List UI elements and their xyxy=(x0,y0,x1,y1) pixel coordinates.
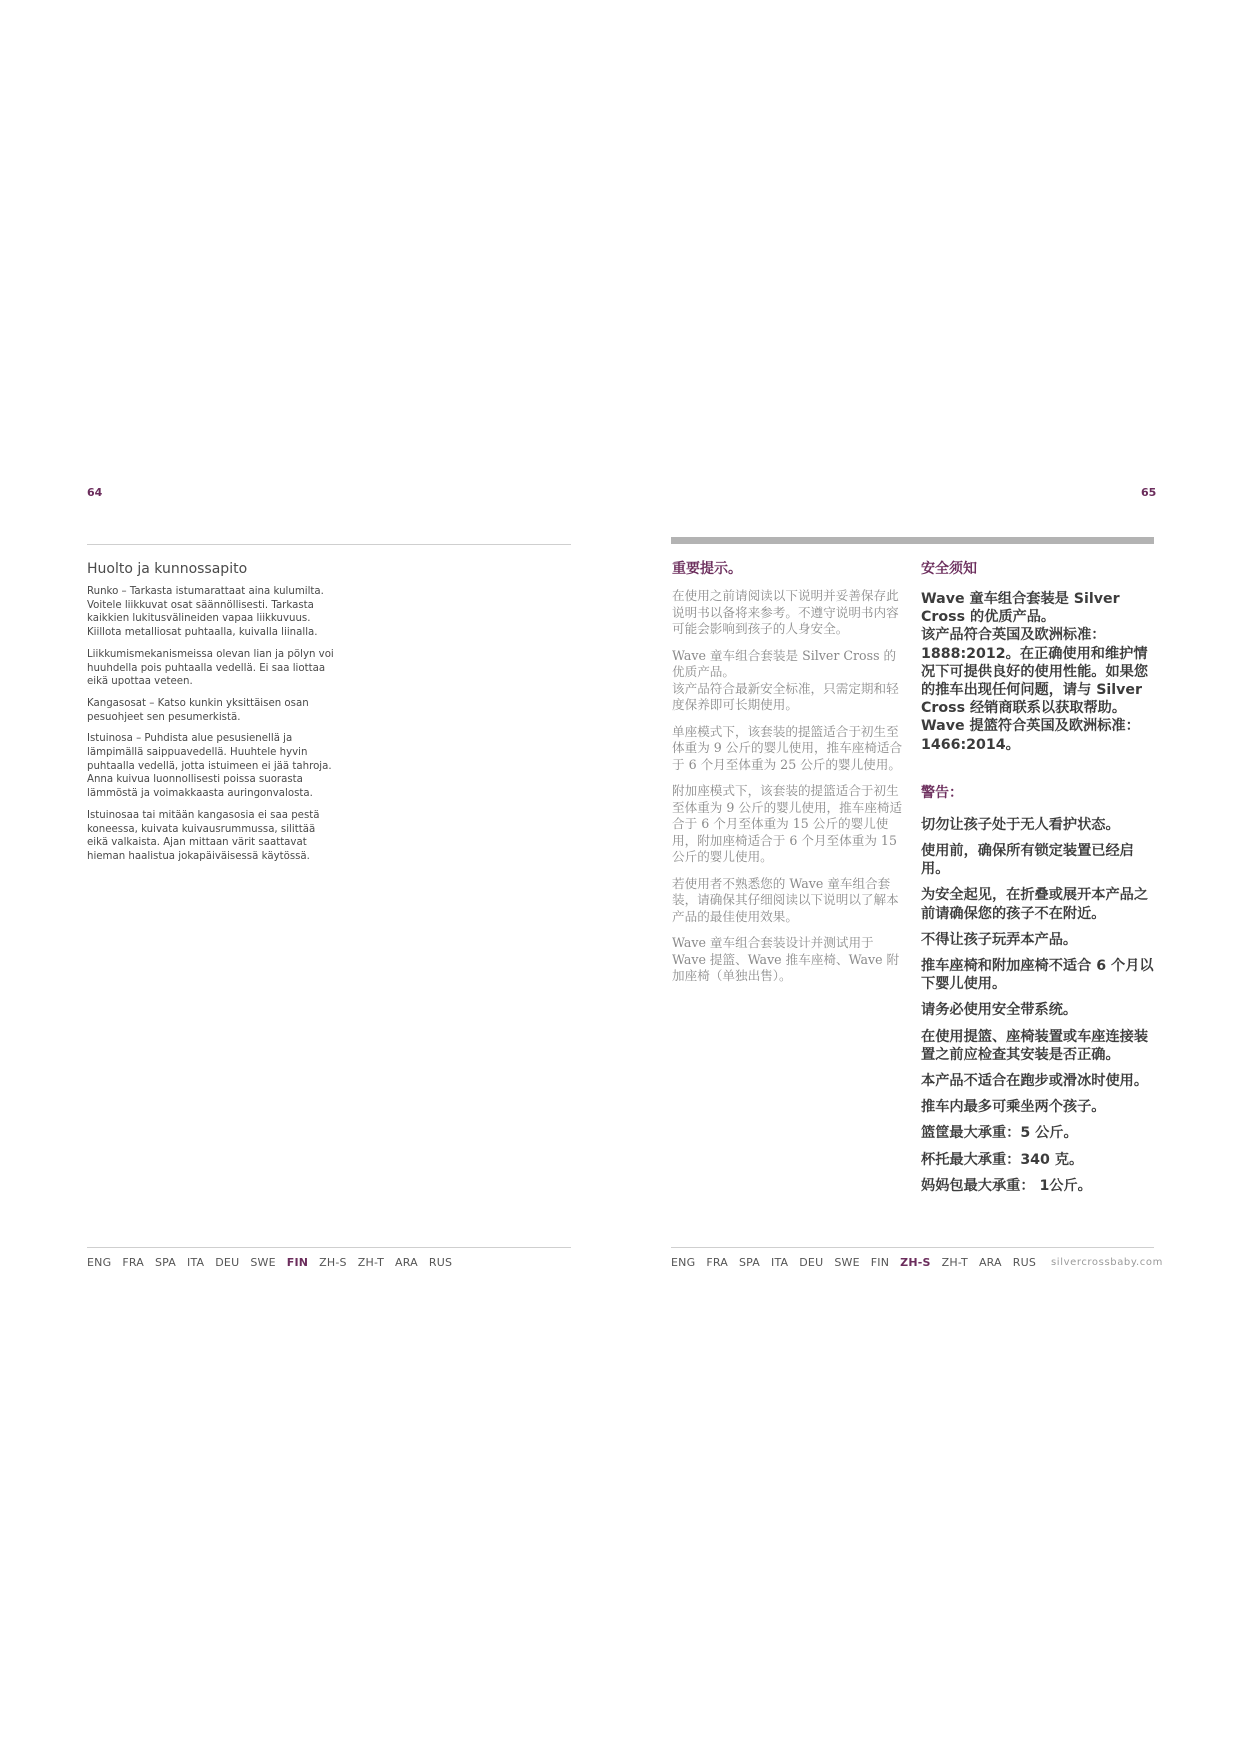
important-paragraph-4: 附加座模式下，该套装的提篮适合于初生至体重为 9 公斤的婴儿使用，推车座椅适合于 6 个月至体重为 15 公斤的婴儿使用，附加座椅适合于 6 个月至体重为 15 公斤的婴儿使用。 xyxy=(672,783,903,864)
bottom-rule-left xyxy=(87,1247,571,1248)
lang-zh-t[interactable]: ZH-T xyxy=(941,1256,968,1269)
lang-deu[interactable]: DEU xyxy=(215,1256,240,1269)
website-link[interactable]: silvercrossbaby.com xyxy=(1051,1257,1163,1268)
important-paragraph-1: 在使用之前请阅读以下说明并妥善保存此说明书以备将来参考。不遵守说明书内容可能会影响到孩子的人身安全。 xyxy=(672,588,899,636)
page-number-left: 64 xyxy=(87,486,103,499)
section-title: Huolto ja kunnossapito xyxy=(87,561,248,577)
frame-care-paragraph: Runko – Tarkasta istumarattaat aina kulumilta. Voitele liikkuvat osat säännöllisesti. Tarkasta kaikkien lukitusvälineiden vapaa liikkuvuus. Kiillota metalliosat puhtaalla, kuivalla liinalla. xyxy=(87,586,324,639)
warning-heading: 警告： xyxy=(921,784,963,801)
lang-rus[interactable]: RUS xyxy=(1012,1256,1037,1269)
important-heading: 重要提示。 xyxy=(672,561,742,577)
lang-zh-s[interactable]: ZH-S xyxy=(319,1256,347,1269)
language-bar-right xyxy=(671,1256,1047,1269)
lang-ita[interactable]: ITA xyxy=(187,1256,205,1269)
warning-item: 妈妈包最大承重： 1公斤。 xyxy=(921,1177,1092,1194)
fabric-care-paragraph: Kangasosat – Katso kunkin yksittäisen osan pesuohjeet sen pesumerkistä. xyxy=(87,697,309,723)
lang-ara[interactable]: ARA xyxy=(978,1256,1002,1269)
safety-heading: 安全须知 xyxy=(921,561,977,577)
maintenance-text xyxy=(87,585,337,872)
warning-item: 推车座椅和附加座椅不适合 6 个月以下婴儿使用。 xyxy=(921,958,1154,993)
seat-care-paragraph: Istuinosa – Puhdista alue pesusienellä ja lämpimällä saippuavedellä. Huuhtele hyvin puhtaalla vedellä, jotta istuimeen ei jää tahroja. Anna kuivua luonnollisesti poissa suorasta lämmöstä ja voimakkaasta auringonvalosta. xyxy=(87,733,332,800)
important-paragraph-5: 若使用者不熟悉您的 Wave 童车组合套装，请确保其仔细阅读以下说明以了解本产品的最佳使用效果。 xyxy=(672,875,899,924)
lang-eng[interactable]: ENG xyxy=(87,1256,112,1269)
important-column xyxy=(672,558,904,995)
warning-item: 切勿让孩子处于无人看护状态。 xyxy=(921,816,1120,833)
warning-item: 杯托最大承重：340 克。 xyxy=(921,1151,1084,1168)
lang-ita[interactable]: ITA xyxy=(771,1256,789,1269)
lang-swe[interactable]: SWE xyxy=(834,1256,860,1269)
seat-washing-paragraph: Istuinosaa tai mitään kangasosia ei saa pestä koneessa, kuivata kuivausrummussa, silittää eikä valkaista. Ajan mittaan värit saattavat hieman haalistua jokapäiväisessä käytössä. xyxy=(87,809,320,862)
important-paragraph-6: Wave 童车组合套装设计并测试用于 Wave 提篮、Wave 推车座椅、Wave 附加座椅（单独出售）。 xyxy=(672,935,900,983)
lang-spa[interactable]: SPA xyxy=(154,1256,177,1269)
lang-zh-t[interactable]: ZH-T xyxy=(357,1256,385,1269)
warning-item: 篮筐最大承重：5 公斤。 xyxy=(921,1125,1078,1142)
warning-item: 使用前，确保所有锁定装置已经启用。 xyxy=(921,843,1134,878)
lang-spa[interactable]: SPA xyxy=(738,1256,761,1269)
lang-fra[interactable]: FRA xyxy=(706,1256,728,1269)
lang-fra[interactable]: FRA xyxy=(122,1256,144,1269)
warning-item: 在使用提篮、座椅装置或车座连接装置之前应检查其安装是否正确。 xyxy=(921,1028,1149,1063)
top-rule-right xyxy=(671,537,1154,544)
safety-column xyxy=(921,558,1157,1203)
warning-item: 本产品不适合在跑步或滑冰时使用。 xyxy=(921,1073,1149,1090)
lang-zh-s-active[interactable]: ZH-S xyxy=(900,1256,931,1269)
important-paragraph-3: 单座模式下，该套装的提篮适合于初生至体重为 9 公斤的婴儿使用，推车座椅适合于 6 个月至体重为 25 公斤的婴儿使用。 xyxy=(672,723,903,772)
bottom-rule-right xyxy=(671,1247,1154,1248)
warning-item: 推车内最多可乘坐两个孩子。 xyxy=(921,1099,1106,1116)
page-number-right: 65 xyxy=(1141,486,1157,499)
top-rule-left xyxy=(87,544,571,545)
mechanism-care-paragraph: Liikkumismekanismeissa olevan lian ja pölyn voi huuhdella pois puhtaalla vedellä. Ei saa liottaa eikä upottaa veteen. xyxy=(87,648,334,688)
lang-eng[interactable]: ENG xyxy=(671,1256,696,1269)
lang-rus[interactable]: RUS xyxy=(428,1256,453,1269)
lang-deu[interactable]: DEU xyxy=(799,1256,824,1269)
warning-item: 不得让孩子玩弄本产品。 xyxy=(921,931,1078,948)
lang-fin-active[interactable]: FIN xyxy=(286,1256,309,1269)
lang-swe[interactable]: SWE xyxy=(250,1256,276,1269)
warning-item: 为安全起见，在折叠或展开本产品之前请确保您的孩子不在附近。 xyxy=(921,887,1149,922)
lang-ara[interactable]: ARA xyxy=(395,1256,418,1269)
language-bar-left xyxy=(87,1256,463,1269)
lang-fin[interactable]: FIN xyxy=(870,1256,890,1269)
important-paragraph-2: Wave 童车组合套装是 Silver Cross 的优质产品。 该产品符合最新安全标准，只需定期和轻度保养即可长期使用。 xyxy=(672,647,899,712)
warning-item: 请务必使用安全带系统。 xyxy=(921,1002,1078,1019)
safety-text: Wave 童车组合套装是 Silver Cross 的优质产品。 该产品符合英国及欧洲标准：1888:2012。在正确使用和维护情况下可提供良好的使用性能。如果您的推车出现任何问题，请与 Silver Cross 经销商联系以获取帮助。 Wave 提篮符合英国及欧洲标准：1466:2014。 xyxy=(921,591,1149,753)
